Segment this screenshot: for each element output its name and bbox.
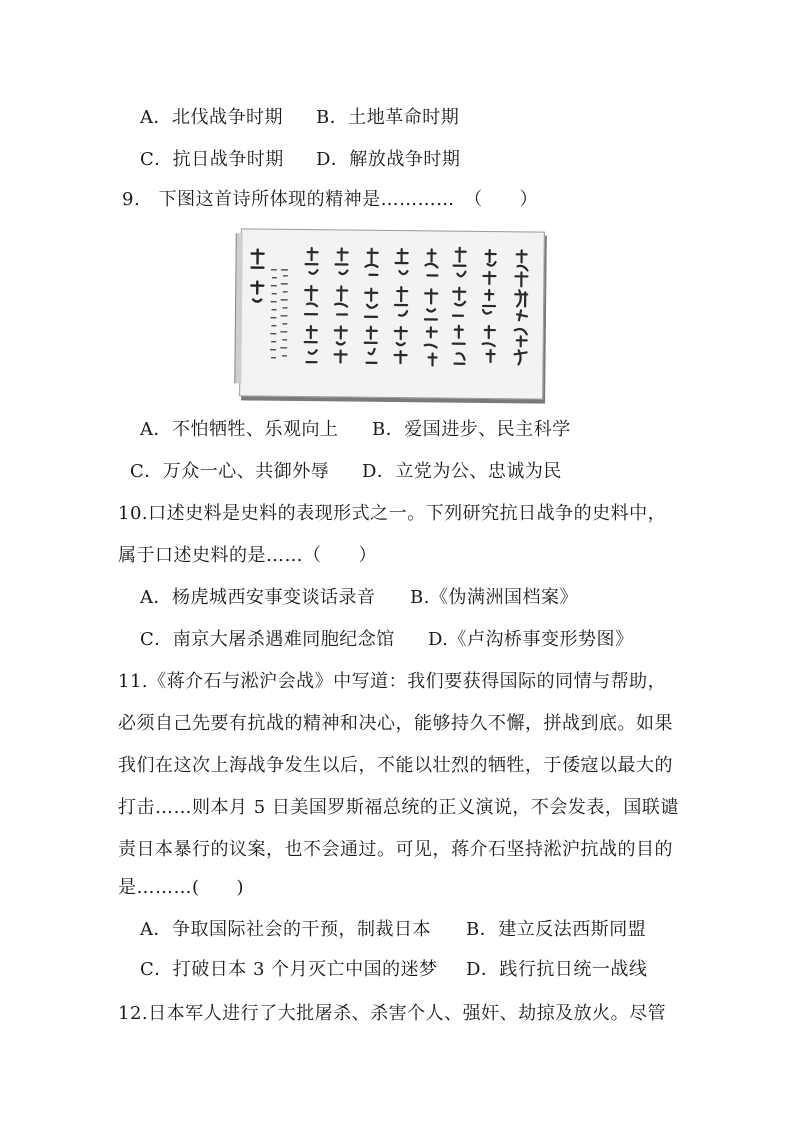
q11-stem-line-1: 11.《蒋介石与淞沪会战》中写道：我们要获得国际的同情与帮助，	[118, 671, 667, 692]
q8-option-d: D．解放战争时期	[316, 149, 461, 170]
q9-option-c: C．万众一心、共御外辱	[130, 461, 330, 482]
q11-option-c: C．打破日本 3 个月灭亡中国的迷梦	[140, 959, 438, 980]
q10-option-b: B.《伪满洲国档案》	[410, 587, 578, 608]
q8-option-c: C．抗日战争时期	[140, 149, 284, 170]
q10-option-d: D.《卢沟桥事变形势图》	[428, 629, 634, 650]
q11-option-b: B．建立反法西斯同盟	[466, 919, 647, 940]
q11-stem-line-6: 是………( )	[118, 877, 245, 898]
q11-stem-line-3: 我们在这次上海战争发生以后，不能以壮烈的牺牲，于倭寇以最大的	[118, 755, 673, 776]
q11-option-d: D．践行抗日统一战线	[466, 959, 648, 980]
q11-option-a: A．争取国际社会的干预，制裁日本	[140, 919, 431, 940]
calligraphy-poem-image	[239, 228, 545, 399]
q11-stem-line-4: 打击……则本月 5 日美国罗斯福总统的正义演说，不会发表，国联谴	[118, 797, 679, 818]
q10-option-c: C．南京大屠杀遇难同胞纪念馆	[140, 629, 395, 650]
calligraphy-strokes	[240, 229, 544, 398]
q10-option-a: A．杨虎城西安事变谈话录音	[140, 587, 376, 608]
q10-stem-line-2: 属于口述史料的是……（ ）	[118, 545, 377, 566]
q9-option-a: A．不怕牺牲、乐观向上	[140, 419, 339, 440]
q9-option-b: B．爱国进步、民主科学	[372, 419, 571, 440]
q8-option-a: A．北伐战争时期	[140, 107, 283, 128]
q12-stem-line-1: 12.日本军人进行了大批屠杀、杀害个人、强奸、劫掠及放火。尽管	[118, 1003, 667, 1024]
q11-stem-line-5: 责日本暴行的议案，也不会通过。可见，蒋介石坚持淞沪抗战的目的	[118, 839, 673, 860]
q9-option-d: D．立党为公、忠诚为民	[362, 461, 562, 482]
q10-stem-line-1: 10.口述史料是史料的表现形式之一。下列研究抗日战争的史料中，	[118, 503, 667, 524]
q9-stem: 9. 下图这首诗所体现的精神是………… （ ）	[122, 189, 539, 210]
q11-stem-line-2: 必须自己先要有抗战的精神和决心，能够持久不懈，拼战到底。如果	[118, 713, 673, 734]
q8-option-b: B．土地革命时期	[316, 107, 460, 128]
